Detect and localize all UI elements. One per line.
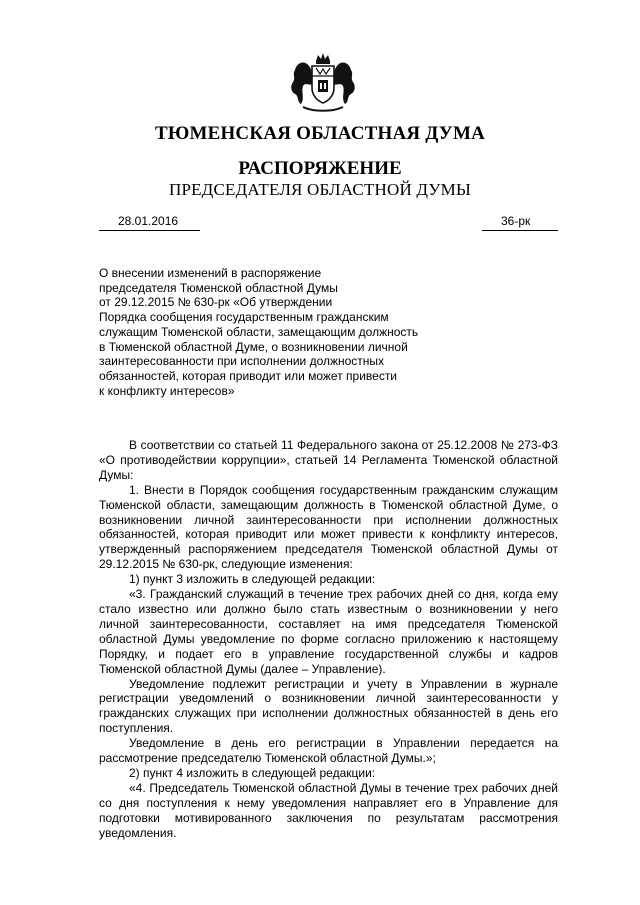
- body-paragraph: 1) пункт 3 изложить в следующей редакции:: [129, 572, 376, 587]
- body-paragraph: 2) пункт 4 изложить в следующей редакции:: [129, 765, 376, 780]
- subject-line: обязанностей, которая приводит или может привести: [99, 368, 398, 383]
- document-subtype-title: ПРЕДСЕДАТЕЛЯ ОБЛАСТНОЙ ДУМЫ: [168, 180, 472, 199]
- body-paragraph: «4. Председатель Тюменской областной Думы в течение трех рабочих дней со дня поступления к нему уведомления направляет его в Управление для подготовки мотивированного заключения по результатам рассмотрения уведомления.: [99, 780, 558, 840]
- subject-line: председателя Тюменской областной Думы: [99, 280, 338, 295]
- subject-line: Порядка сообщения государственным гражданским: [99, 310, 389, 325]
- subject-line: в Тюменской областной Думе, о возникновении личной: [99, 339, 408, 354]
- document-type-title: РАСПОРЯЖЕНИЕ: [238, 158, 402, 179]
- document-body: [99, 438, 558, 840]
- body-paragraph: «3. Гражданский служащий в течение трех рабочих дней со дня, когда ему стало известно или должно было стать известным о возникновении у него личной заинтересованности, составляет на имя председателя Тюменской областной Думы уведомление по форме согласно приложению к настоящему Порядку, и подает его в управление государственной службы и кадров Тюменской областной Думы (далее – Управление).: [99, 587, 558, 676]
- coat-of-arms-emblem: [287, 52, 359, 114]
- document-date: 28.01.2016: [118, 214, 179, 228]
- document-subject: [99, 266, 429, 398]
- body-paragraph: Уведомление подлежит регистрации и учету в Управлении в журнале регистрации уведомлений о возникновении личной заинтересованности у гражданских служащих при исполнении должностных обязанностей в день его поступления.: [99, 676, 558, 736]
- document-number: 36-рк: [501, 214, 531, 228]
- subject-line: к конфликту интересов»: [99, 383, 235, 398]
- organization-title: ТЮМЕНСКАЯ ОБЛАСТНАЯ ДУМА: [154, 123, 485, 144]
- body-paragraph: В соответствии со статьей 11 Федерального закона от 25.12.2008 № 273-ФЗ «О противодействии коррупции», статьей 14 Регламента Тюменской областной Думы:: [99, 438, 558, 482]
- subject-line: О внесении изменений в распоряжение: [99, 266, 322, 280]
- body-paragraph: Уведомление в день его регистрации в Управлении передается на рассмотрение председателю Тюменской областной Думы.»;: [99, 736, 558, 766]
- body-paragraph: 1. Внести в Порядок сообщения государственным гражданским служащим Тюменской области, замещающим должность в Тюменской областной Думе, о возникновении личной заинтересованности при исполнении должностных обязанностей, которая приводит или может привести к конфликту интересов, утвержденный распоряжением председателя Тюменской областной Думы от 29.12.2015 № 630-рк, следующие изменения:: [99, 482, 558, 572]
- subject-line: служащим Тюменской области, замещающим должность: [99, 324, 419, 339]
- document-number-field: [482, 213, 558, 231]
- subject-line: от 29.12.2015 № 630-рк «Об утверждении: [99, 295, 333, 310]
- document-date-field: [99, 213, 200, 231]
- subject-line: заинтересованности при исполнении должностных: [99, 354, 385, 369]
